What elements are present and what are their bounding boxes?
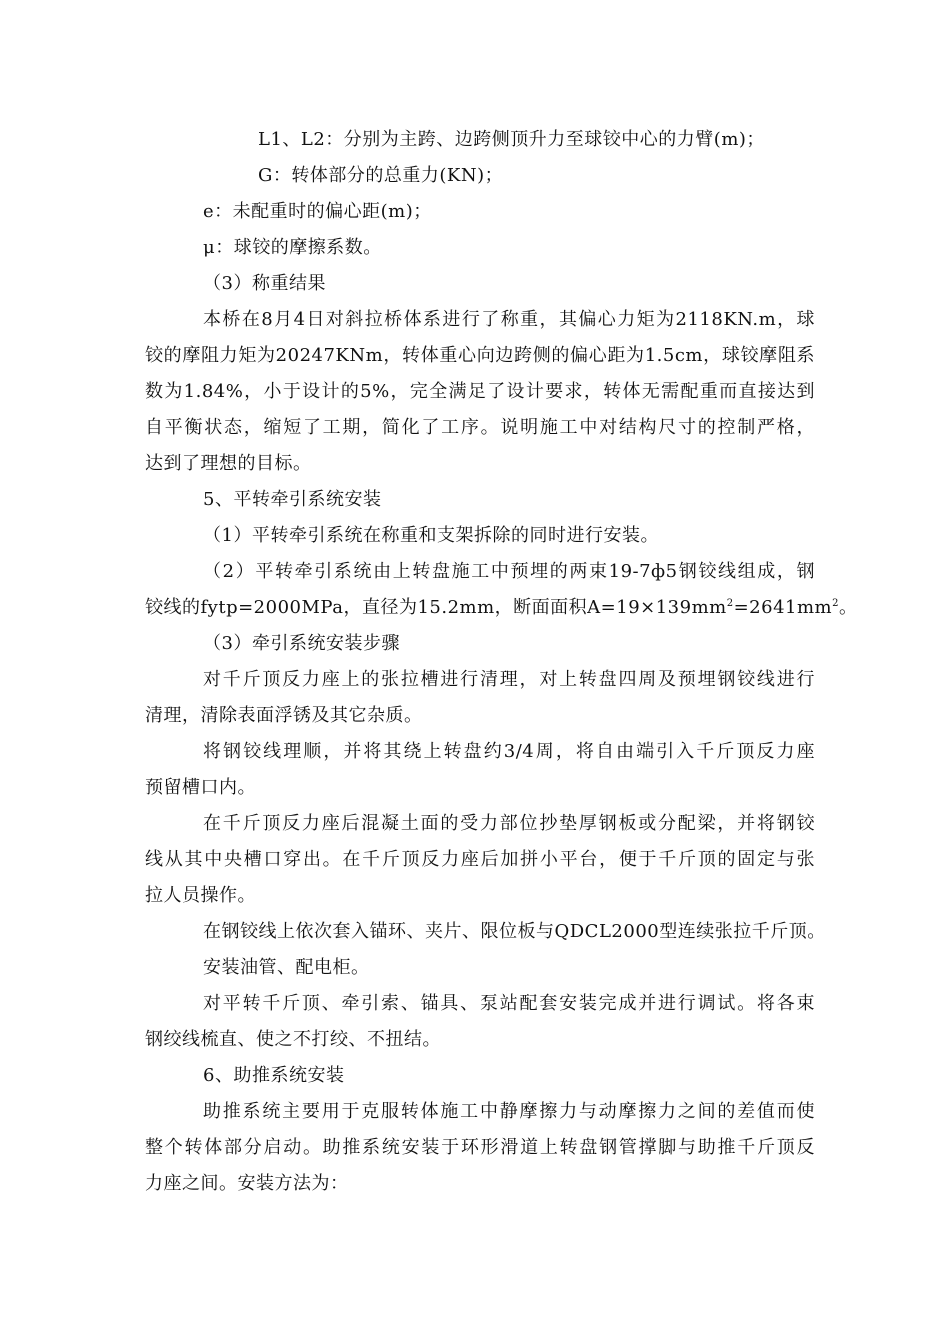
text-line xyxy=(145,596,858,620)
text-line: 对平转千斤顶、牵引索、锚具、泵站配套安装完成并进行调试。将各束 xyxy=(203,993,815,1014)
text-line: 对千斤顶反力座上的张拉槽进行清理，对上转盘四周及预埋钢铰线进行 xyxy=(203,669,815,690)
text-line: 预留槽口内。 xyxy=(145,777,256,798)
text-line: 自平衡状态，缩短了工期，简化了工序。说明施工中对结构尺寸的控制严格， xyxy=(145,417,815,438)
text-line: 力座之间。安装方法为： xyxy=(145,1173,349,1194)
text-line: 助推系统主要用于克服转体施工中静摩擦力与动摩擦力之间的差值而使 xyxy=(203,1101,815,1122)
section-heading: （3）称重结果 xyxy=(203,273,326,294)
superscript: 2 xyxy=(832,598,839,609)
section-heading: 6、助推系统安装 xyxy=(203,1065,345,1086)
text-line: G：转体部分的总重力(KN)； xyxy=(258,165,504,186)
text-line: 在钢铰线上依次套入锚环、夹片、限位板与QDCL2000型连续张拉千斤顶。 xyxy=(203,921,826,942)
text-line: e：未配重时的偏心距(m)； xyxy=(203,201,432,222)
text-segment: 。 xyxy=(839,597,858,618)
text-line: 本桥在8月4日对斜拉桥体系进行了称重，其偏心力矩为2118KN.m，球 xyxy=(203,309,815,330)
text-line: 在千斤顶反力座后混凝土面的受力部位抄垫厚钢板或分配梁，并将钢铰 xyxy=(203,813,815,834)
text-line: 将钢铰线理顺，并将其绕上转盘约3/4周，将自由端引入千斤顶反力座 xyxy=(203,741,815,762)
superscript: 2 xyxy=(726,598,734,609)
text-line: 数为1.84%，小于设计的5%，完全满足了设计要求，转体无需配重而直接达到 xyxy=(145,381,815,402)
text-line: 拉人员操作。 xyxy=(145,885,256,906)
text-line: 铰的摩阻力矩为20247KNm，转体重心向边跨侧的偏心距为1.5cm，球铰摩阻系 xyxy=(145,345,815,366)
text-segment: =2641mm xyxy=(733,597,833,618)
section-heading: （3）牵引系统安装步骤 xyxy=(203,633,400,654)
text-line: 钢绞线梳直、使之不打绞、不扭结。 xyxy=(145,1029,441,1050)
text-line: （1）平转牵引系统在称重和支架拆除的同时进行安装。 xyxy=(203,525,659,546)
text-line: μ：球铰的摩擦系数。 xyxy=(203,237,382,258)
text-line: 线从其中央槽口穿出。在千斤顶反力座后加拼小平台，便于千斤顶的固定与张 xyxy=(145,849,815,870)
text-line: L1、L2：分别为主跨、边跨侧顶升力至球铰中心的力臂(m)； xyxy=(258,129,765,150)
text-segment: 铰线的fytp=2000MPa，直径为15.2mm，断面面积A=19×139mm xyxy=(145,597,727,618)
text-line: 清理，清除表面浮锈及其它杂质。 xyxy=(145,705,423,726)
text-line: 达到了理想的目标。 xyxy=(145,453,312,474)
text-line: （2）平转牵引系统由上转盘施工中预埋的两束19-7ф5钢铰线组成，钢 xyxy=(203,561,815,582)
section-heading: 5、平转牵引系统安装 xyxy=(203,489,382,510)
text-line: 整个转体部分启动。助推系统安装于环形滑道上转盘钢管撑脚与助推千斤顶反 xyxy=(145,1137,815,1158)
text-line: 安装油管、配电柜。 xyxy=(203,957,370,978)
